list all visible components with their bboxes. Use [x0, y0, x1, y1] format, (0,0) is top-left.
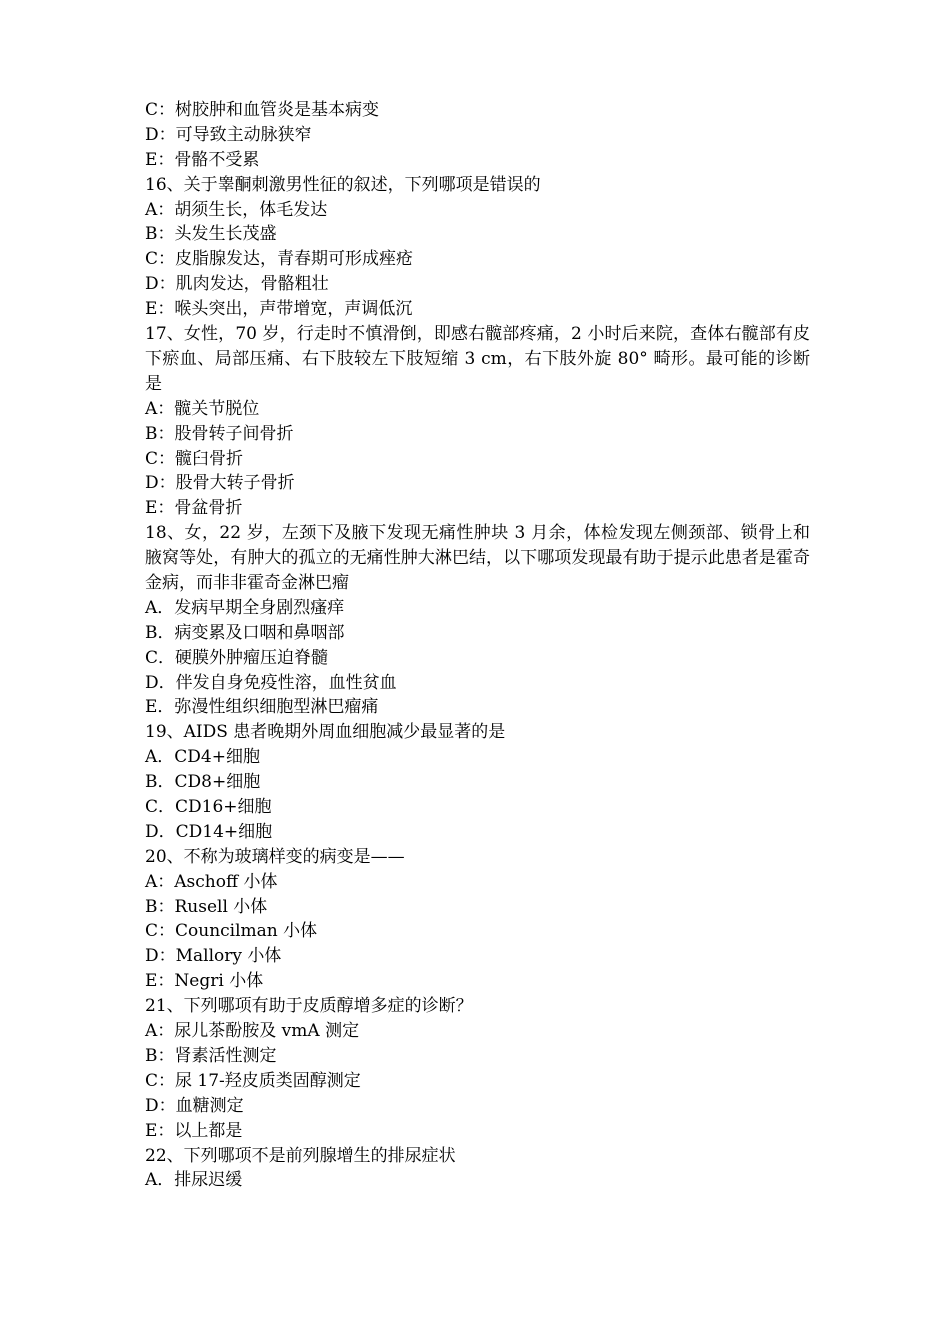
option-17e: E：骨盆骨折 [145, 498, 243, 519]
question-17: 17、女性，70 岁，行走时不慎滑倒，即感右髋部疼痛，2 小时后来院，查体右髋部有皮下瘀血、局部压痛、右下肢较左下肢短缩 3 cm，右下肢外旋 80° 畸形。最可能的诊断是 [145, 324, 810, 394]
option-19d: D．CD14+细胞 [145, 821, 273, 842]
option-20a: A：Aschoff 小体 [145, 871, 278, 892]
question-20: 20、不称为玻璃样变的病变是—— [145, 846, 405, 867]
option-17c: C：髋臼骨折 [145, 448, 244, 469]
option-18a: A．发病早期全身剧烈瘙痒 [145, 597, 345, 618]
option-20d: D：Mallory 小体 [145, 946, 282, 967]
option-19a: A．CD4+细胞 [145, 747, 260, 768]
question-21: 21、下列哪项有助于皮质醇增多症的诊断？ [145, 996, 473, 1017]
option-16c: C：皮脂腺发达，青春期可形成痤疮 [145, 249, 414, 270]
option-18b: B．病变累及口咽和鼻咽部 [145, 622, 345, 643]
option-16b: B：头发生长茂盛 [145, 224, 277, 245]
question-18: 18、女，22 岁，左颈下及腋下发现无痛性肿块 3 月余，体检发现左侧颈部、锁骨上和腋窝等处，有肿大的孤立的无痛性肿大淋巴结，以下哪项发现最有助于提示此患者是霍奇金病，而非非霍奇金淋巴瘤 [145, 523, 810, 593]
option-17a: A：髋关节脱位 [145, 398, 260, 419]
option-20e: E：Negri 小体 [145, 971, 264, 992]
option-21c: C：尿 17-羟皮质类固醇测定 [145, 1070, 361, 1091]
option-21d: D：血糖测定 [145, 1095, 244, 1116]
option-18c: C．硬膜外肿瘤压迫脊髓 [145, 647, 329, 668]
option-16a: A：胡须生长，体毛发达 [145, 199, 328, 220]
option-22a: A．排尿迟缓 [145, 1170, 243, 1191]
option-20c: C：Councilman 小体 [145, 921, 318, 942]
option-15c: C：树胶肿和血管炎是基本病变 [145, 100, 380, 120]
question-16: 16、关于睾酮刺激男性征的叙述，下列哪项是错误的 [145, 174, 541, 195]
option-18d: D．伴发自身免疫性溶，血性贫血 [145, 672, 397, 693]
question-22: 22、下列哪项不是前列腺增生的排尿症状 [145, 1145, 456, 1166]
question-19: 19、AIDS 患者晚期外周血细胞减少最显著的是 [145, 722, 506, 743]
option-16d: D：肌肉发达，骨骼粗壮 [145, 274, 329, 295]
option-20b: B：Rusell 小体 [145, 896, 268, 917]
option-19c: C．CD16+细胞 [145, 797, 272, 818]
option-15e: E：骨骼不受累 [145, 149, 260, 170]
option-17b: B：股骨转子间骨折 [145, 423, 294, 444]
option-16e: E：喉头突出，声带增宽，声调低沉 [145, 299, 413, 320]
option-21e: E：以上都是 [145, 1120, 243, 1141]
document-page [145, 98, 810, 1193]
option-17d: D：股骨大转子骨折 [145, 473, 295, 494]
option-18e: E．弥漫性组织细胞型淋巴瘤痛 [145, 697, 379, 718]
option-19b: B．CD8+细胞 [145, 772, 261, 793]
option-15d: D：可导致主动脉狭窄 [145, 124, 312, 145]
option-21a: A：尿儿茶酚胺及 vmA 测定 [145, 1021, 360, 1042]
option-21b: B：肾素活性测定 [145, 1045, 277, 1066]
